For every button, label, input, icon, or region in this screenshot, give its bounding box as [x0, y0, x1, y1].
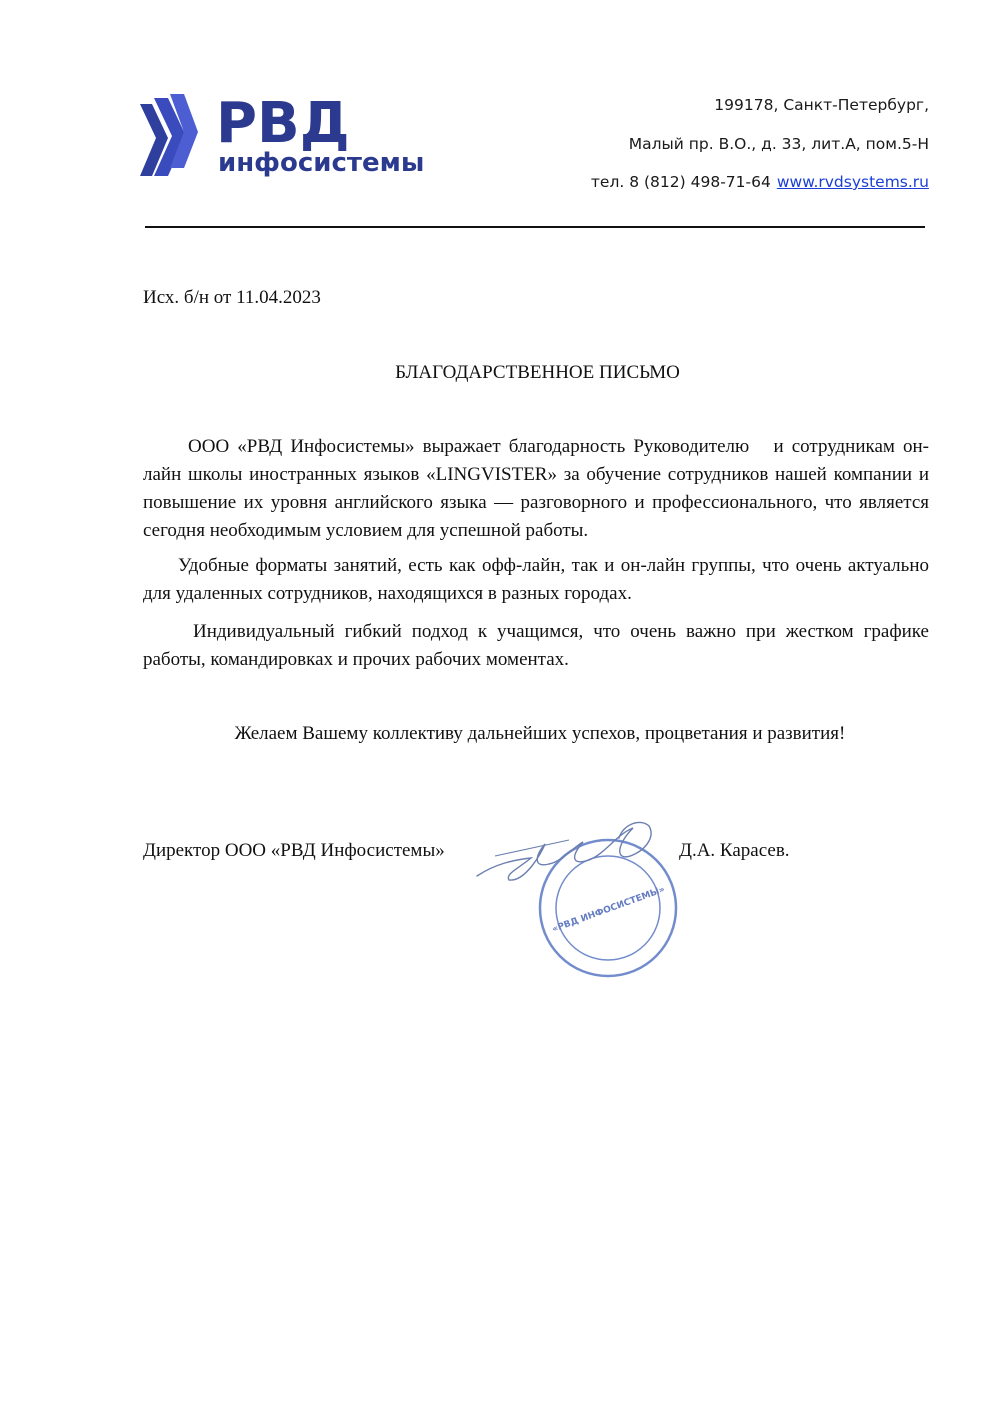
website-link[interactable]: www.rvdsystems.ru	[776, 173, 929, 191]
body-paragraph-1: ООО «РВД Инфосистемы» выражает благодарность Руководителю и сотрудникам он-лайн школы иностранных языков «LINGVISTER» за обучение сотрудников нашей компании и повышение их уровня английского языка — разговорного и профессионального, что является сегодня необходимым условием для успешной работы.	[143, 436, 934, 541]
closing-wish: Желаем Вашему коллективу дальнейших успехов, процветания и развития!	[234, 723, 846, 744]
logo-name: РВД	[216, 92, 350, 156]
contact-line	[591, 173, 929, 191]
handwritten-signature	[477, 822, 651, 880]
header-divider	[145, 226, 925, 228]
body-paragraph-2: Удобные форматы занятий, есть как офф-лайн, так и он-лайн группы, что очень актуально для удаленных сотрудников, находящихся в разных городах.	[143, 555, 929, 604]
signatory-position: Директор ООО «РВД Инфосистемы»	[143, 840, 445, 861]
company-logo	[140, 92, 430, 184]
signature-and-stamp	[465, 808, 695, 978]
phone-number: тел. 8 (812) 498-71-64	[590, 173, 771, 191]
logo-subtitle: инфосистемы	[218, 148, 425, 178]
body-paragraph-3: Индивидуальный гибкий подход к учащимся, что очень важно при жестком графике работы, командировках и прочих рабочих моментах.	[143, 621, 929, 670]
address-line-1: 199178, Санкт-Петербург,	[714, 96, 929, 114]
stamp-text: «РВД ИНФОСИСТЕМЫ»	[550, 884, 667, 935]
signatory-name: Д.А. Карасев.	[679, 840, 790, 861]
company-stamp	[540, 840, 676, 976]
outgoing-reference: Исх. б/н от 11.04.2023	[143, 287, 321, 308]
letter-title: БЛАГОДАРСТВЕННОЕ ПИСЬМО	[395, 362, 680, 383]
address-line-2: Малый пр. В.О., д. 33, лит.А, пом.5-Н	[628, 135, 929, 153]
